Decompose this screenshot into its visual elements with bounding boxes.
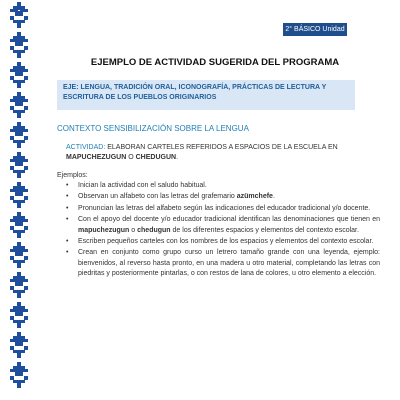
step-text: Con el apoyo del docente y/o educador tradicional identifican las denominaciones que tienen en — [78, 216, 380, 224]
steps-label: Ejemplos: — [57, 172, 88, 179]
decorative-pattern-border — [6, 0, 32, 400]
step-text: Crean en conjunto como grupo curso un letrero tamaño grande con una leyenda, ejemplo: bienvenidos, al reverso hasta pronto, en una madera u otro material, completando las letras con piedritas y posteriormente pintarlas, o con restos de lana de colores, u otro elemento a elección. — [78, 249, 380, 278]
activity-statement — [66, 143, 358, 163]
list-item — [78, 248, 380, 279]
activity-text-end: . — [176, 154, 179, 161]
eje-banner — [57, 80, 355, 110]
list-item — [78, 237, 380, 247]
step-term: chedugun — [137, 226, 171, 234]
step-term: azümchefe — [236, 193, 273, 201]
ethnic-pattern-icon — [6, 0, 32, 400]
unit-badge: 2° BÁSICO Unidad 3 — [283, 23, 347, 36]
activity-label: ACTIVIDAD: — [66, 144, 106, 151]
step-text: Pronuncian las letras del alfabeto según las indicaciones del educador tradicional y/o docente. — [78, 204, 371, 212]
step-text: de los diferentes espacios y elementos del contexto escolar. — [170, 226, 359, 234]
step-text: Observan un alfabeto con las letras del grafemario — [78, 193, 237, 201]
activity-text-mid: O — [126, 154, 136, 161]
step-text: Escriben pequeños carteles con los nombres de los espacios y elementos del contexto escolar. — [78, 238, 374, 246]
step-text: Inician la actividad con el saludo habitual. — [78, 182, 207, 189]
step-term: mapuchezugun — [78, 226, 130, 234]
list-item — [78, 181, 380, 191]
step-text: . — [272, 193, 275, 201]
list-item — [78, 192, 380, 202]
section-title: CONTEXTO SENSIBILIZACIÓN SOBRE LA LENGUA — [57, 124, 249, 133]
list-item — [78, 215, 380, 236]
step-text: o — [129, 226, 138, 234]
activity-term-mapuchezugun: MAPUCHEZUGUN — [66, 154, 127, 161]
steps-list — [57, 181, 380, 281]
activity-term-chedugun: CHEDUGUN — [135, 154, 177, 161]
eje-text: EJE: LENGUA, TRADICIÓN ORAL, ICONOGRAFÍA, PRÁCTICAS DE LECTURA Y ESCRITURA DE LOS PUEBLOS ORIGINARIOS — [63, 84, 327, 101]
page-title: EJEMPLO DE ACTIVIDAD SUGERIDA DEL PROGRAMA — [90, 57, 340, 68]
list-item — [78, 204, 380, 214]
activity-text: ELABORAN CARTELES REFERIDOS A ESPACIOS DE LA ESCUELA EN — [105, 144, 338, 151]
